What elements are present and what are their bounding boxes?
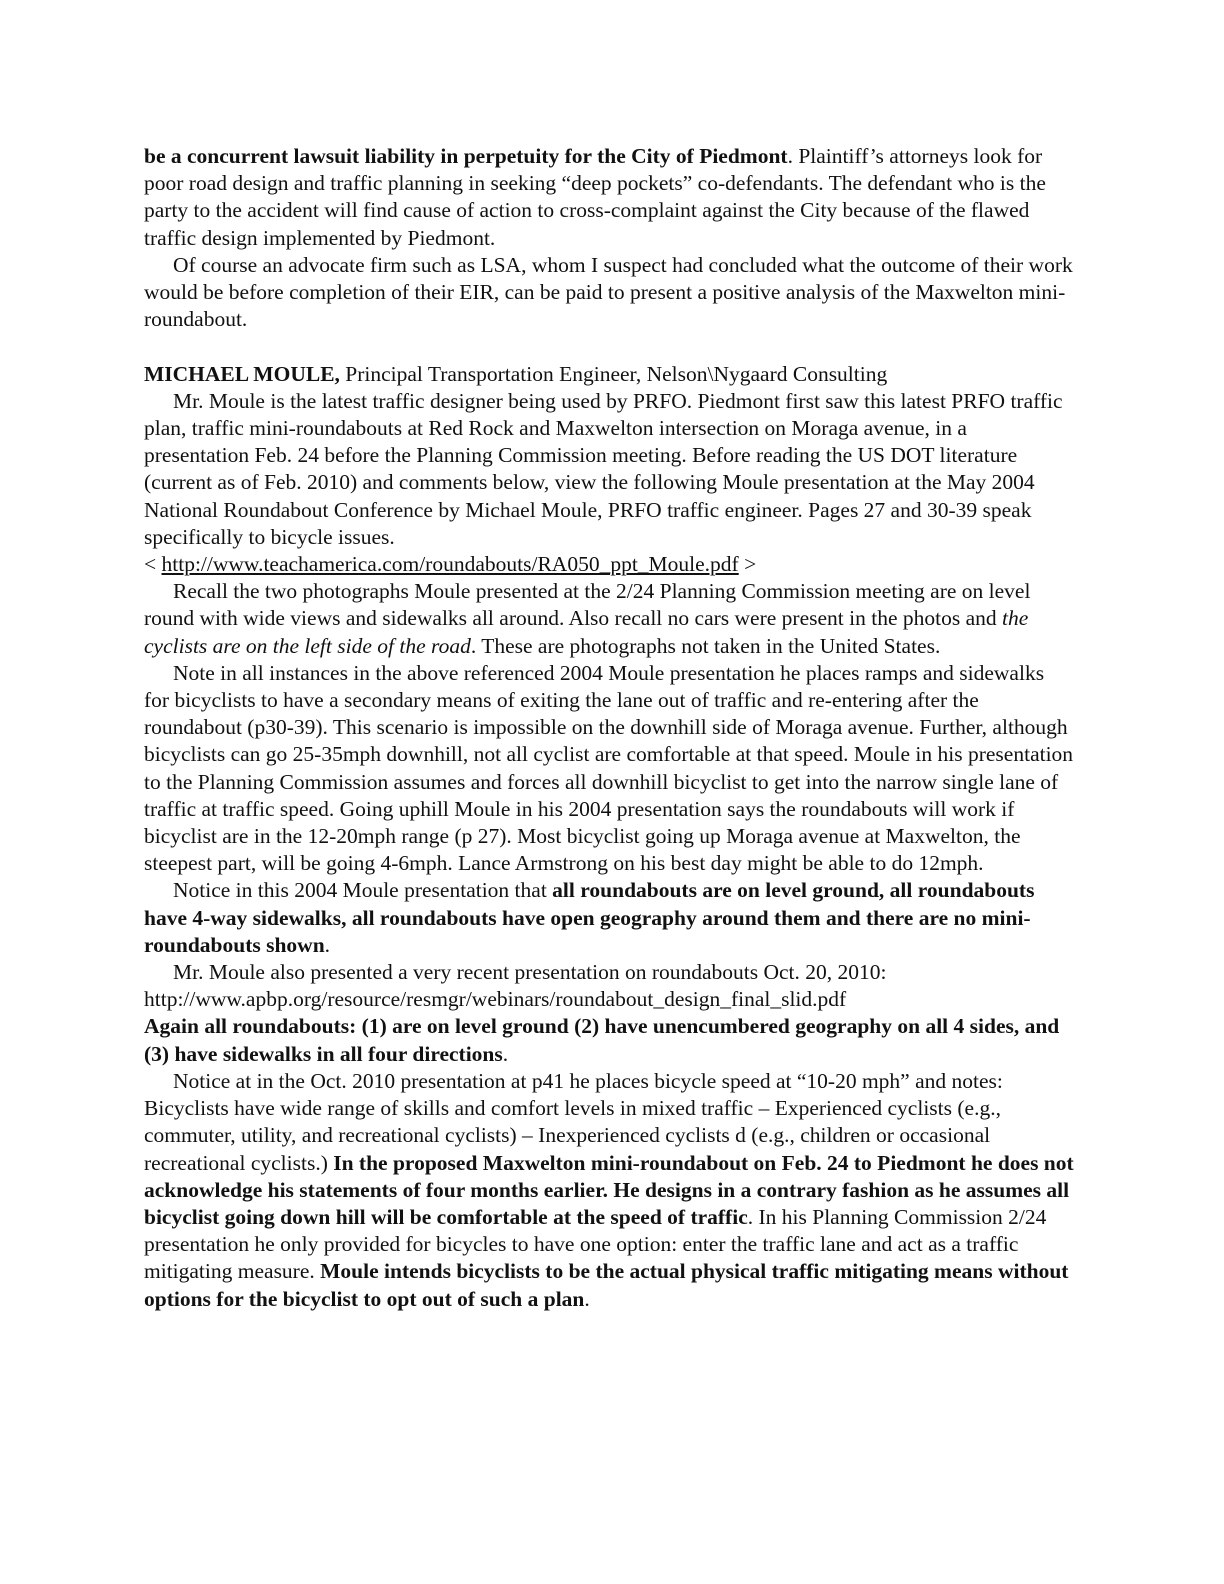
body-text: . <box>584 1286 590 1311</box>
body-text: . Plaintiff’s attorneys look for poor road design and traffic planning in seeking “deep pockets” co-defendants. The defendant who is the party to the accident will find cause of action to cross-complaint against the City because of the flawed traffic design implemented by Piedmont. <box>144 144 1046 250</box>
document-page <box>144 143 1074 1313</box>
paragraph-recent-presentation <box>144 959 1074 986</box>
body-text: Mr. Moule is the latest traffic designer being used by PRFO. Piedmont first saw this latest PRFO traffic plan, traffic mini-roundabouts at Red Rock and Maxwelton intersection on Moraga avenue, in a presentation Feb. 24 before the Planning Commission meeting. Before reading the US DOT literature (current as of Feb. 2010) and comments below, view the following Moule presentation at the May 2004 National Roundabout Conference by Michael Moule, PRFO traffic engineer. Pages 27 and 30-39 speak specifically to bicycle issues. <box>144 388 1063 549</box>
heading-name: MICHAEL MOULE, <box>144 361 340 386</box>
bold-text: Again all roundabouts: (1) are on level ground (2) have unencumbered geography on all 4 sides, and (3) have sidewalks in all four directions <box>144 1014 1060 1066</box>
link-line <box>144 551 1074 578</box>
webinar-url: http://www.apbp.org/resource/resmgr/webinars/roundabout_design_final_slid.pdf <box>144 987 847 1012</box>
paragraph-again-all <box>144 1013 1074 1067</box>
link-bracket-close: > <box>738 552 757 577</box>
bold-text: In the proposed Maxwelton mini-roundabout on Feb. 24 to Piedmont he does not acknowledge his statements of four months earlier. He designs in a contrary fashion as he assumes all bicyclist going down hill will be comfortable at the speed of traffic <box>144 1150 1074 1229</box>
paragraph-moule-intro <box>144 388 1074 551</box>
heading-title: Principal Transportation Engineer, Nelson\Nygaard Consulting <box>339 361 888 386</box>
body-text: . These are photographs not taken in the United States. <box>470 633 941 658</box>
body-text: Notice at in the Oct. 2010 presentation at p41 he places bicycle speed at “10-20 mph” and notes: Bicyclists have wide range of skills and comfort levels in mixed traffic – Experienced cyclists (e.g., commuter, utility, and recreational cyclists) – Inexperienced cyclists d (e.g., children or occasional recreational cyclists.) <box>144 1068 1003 1175</box>
paragraph-spacer <box>144 333 1074 360</box>
presentation-link[interactable]: http://www.teachamerica.com/roundabouts/RA050_ppt_Moule.pdf <box>161 552 739 577</box>
bold-text: all roundabouts are on level ground, all roundabouts have 4-way sidewalks, all roundabouts have open geography around them and there are no mini-roundabouts shown <box>144 878 1035 957</box>
body-text: Note in all instances in the above referenced 2004 Moule presentation he places ramps and sidewalks for bicyclists to have a secondary means of exiting the lane out of traffic and re-entering after the roundabout (p30-39). This scenario is impossible on the downhill side of Moraga avenue. Further, although bicyclists can go 25-35mph downhill, not all cyclist are comfortable at that speed. Moule in his presentation to the Planning Commission assumes and forces all downhill bicyclist to get into the narrow single lane of traffic at traffic speed. Going uphill Moule in his 2004 presentation says the roundabouts will work if bicyclist are in the 12-20mph range (p 27). Most bicyclist going up Moraga avenue at Maxwelton, the steepest part, will be going 4-6mph. Lance Armstrong on his best day might be able to do 12mph. <box>144 660 1074 876</box>
body-text: . <box>324 932 331 957</box>
body-text: . In his Planning Commission 2/24 presentation he only provided for bicycles to have one option: enter the traffic lane and act as a traffic mitigating measure. <box>144 1204 1047 1284</box>
body-text: Notice in this 2004 Moule presentation that <box>173 878 553 903</box>
paragraph-lsa <box>144 252 1074 334</box>
paragraph-bicycle-speed <box>144 1068 1074 1313</box>
paragraph-photographs <box>144 578 1074 660</box>
paragraph-ramps <box>144 660 1074 878</box>
body-text: Of course an advocate firm such as LSA, whom I suspect had concluded what the outcome of their work would be before completion of their EIR, can be paid to present a positive analysis of the Maxwelton mini-roundabout. <box>144 252 1073 332</box>
italic-text: the cyclists are on the left side of the road <box>144 606 1029 658</box>
link-bracket-open: < <box>144 552 162 577</box>
body-text: Recall the two photographs Moule presented at the 2/24 Planning Commission meeting are on level round with wide views and sidewalks all around. Also recall no cars were present in the photos and <box>144 579 1031 631</box>
body-text: . <box>502 1041 509 1066</box>
paragraph-liability <box>144 143 1074 252</box>
url-line <box>144 986 1074 1013</box>
bold-text: Moule intends bicyclists to be the actual physical traffic mitigating means without options for the bicyclist to opt out of such a plan <box>144 1259 1069 1311</box>
body-text: Mr. Moule also presented a very recent presentation on roundabouts Oct. 20, 2010: <box>173 960 887 985</box>
bold-text: be a concurrent lawsuit liability in perpetuity for the City of Piedmont <box>144 144 788 168</box>
section-heading <box>144 361 1074 388</box>
paragraph-level-ground <box>144 877 1074 959</box>
